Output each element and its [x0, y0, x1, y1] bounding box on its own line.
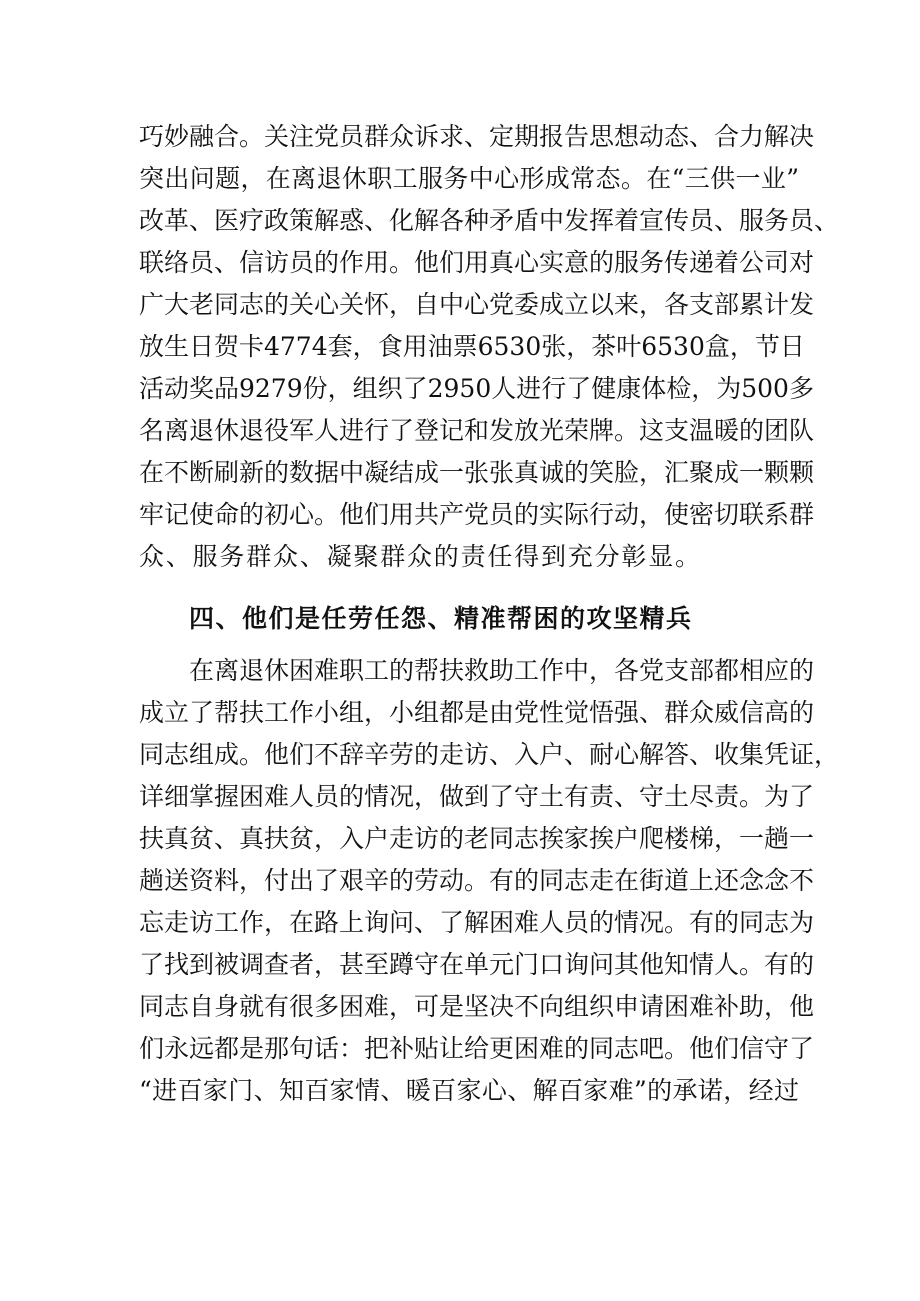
paragraph-line: 活动奖品9279份，组织了2950人进行了健康体检，为500多: [139, 374, 814, 403]
paragraph-line: 放生日贺卡4774套，食用油票6530张，茶叶6530盒，节日: [139, 332, 805, 361]
section-four-paragraph: [139, 650, 840, 1112]
paragraph-line: 在不断刷新的数据中凝结成一张张真诚的笑脸，汇聚成一颗颗: [139, 458, 815, 487]
paragraph-line: 巧妙融合。关注党员群众诉求、定期报告思想动态、合力解决: [139, 122, 815, 151]
paragraph-line: 突出问题，在离退休职工服务中心形成常态。在“三供一业”: [139, 164, 799, 193]
paragraph-line: 牢记使命的初心。他们用共产党员的实际行动，使密切联系群: [139, 500, 815, 529]
paragraph-line: 名离退休退役军人进行了登记和发放光荣牌。这支温暖的团队: [139, 416, 815, 445]
paragraph-line: 同志自身就有很多困难，可是坚决不向组织申请困难补助，他: [139, 992, 815, 1021]
section-three-paragraph: [139, 116, 840, 578]
paragraph-line: 了找到被调查者，甚至蹲守在单元门口询问其他知情人。有的: [139, 950, 815, 979]
paragraph-line: 趟送资料，付出了艰辛的劳动。有的同志走在街道上还念念不: [139, 866, 815, 895]
spacer: [139, 578, 799, 588]
paragraph-line: 联络员、信访员的作用。他们用真心实意的服务传递着公司对: [139, 248, 815, 277]
paragraph-line: 扶真贫、真扶贫，入户走访的老同志挨家挨户爬楼梯，一趟一: [139, 824, 815, 853]
paragraph-line: 成立了帮扶工作小组，小组都是由党性觉悟强、群众威信高的: [139, 698, 815, 727]
paragraph-line: 同志组成。他们不辞辛劳的走访、入户、耐心解答、收集凭证，: [139, 740, 840, 769]
paragraph-line-first: 在离退休困难职工的帮扶救助工作中，各党支部都相应的: [189, 656, 815, 685]
paragraph-line: 详细掌握困难人员的情况，做到了守土有责、守土尽责。为了: [139, 782, 815, 811]
section-four-heading: 四、他们是任劳任怨、精准帮困的攻坚精兵: [189, 604, 693, 633]
paragraph-line: “进百家门、知百家情、暖百家心、解百家难”的承诺，经过: [139, 1076, 799, 1105]
document-body: [139, 116, 840, 1112]
paragraph-line: 忘走访工作，在路上询问、了解困难人员的情况。有的同志为: [139, 908, 815, 937]
paragraph-line-last: 众、服务群众、凝聚群众的责任得到充分彰显。: [139, 542, 702, 571]
paragraph-line: 广大老同志的关心关怀，自中心党委成立以来，各支部累计发: [139, 290, 815, 319]
paragraph-line: 们永远都是那句话：把补贴让给更困难的同志吧。他们信守了: [139, 1034, 815, 1063]
paragraph-line: 改革、医疗政策解惑、化解各种矛盾中发挥着宣传员、服务员、: [139, 206, 840, 235]
